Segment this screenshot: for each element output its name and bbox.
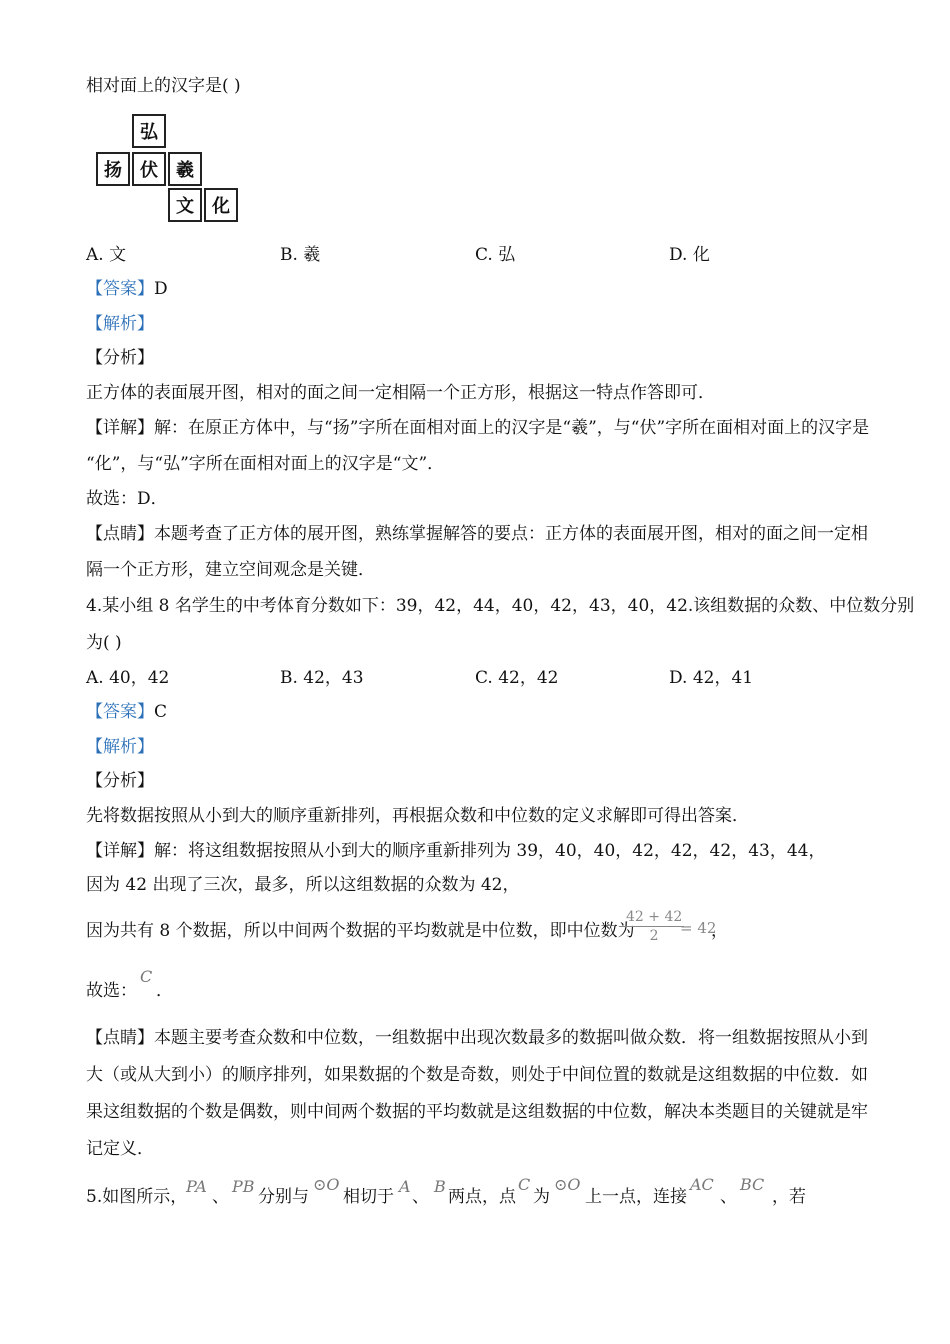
q4-detail-line3: 因为共有 8 个数据，所以中间两个数据的平均数就是中位数，即中位数为 [86, 921, 635, 941]
q3-choose: 故选：D． [86, 489, 168, 509]
q4-fenxi-label: 【分析】 [86, 771, 154, 791]
q4-detail-line1: 【详解】解：将这组数据按照从小到大的顺序重新排列为 39，40，40，42，42，42，43，44， [86, 841, 826, 861]
q4-detail-line3-end: ， [711, 921, 728, 941]
q4-option-d: D. 42，41 [669, 668, 754, 688]
net-cell-xi: 羲 [168, 152, 202, 186]
net-cell-top: 弘 [132, 114, 166, 148]
q4-dianjing-line3: 果这组数据的个数是偶数，则中间两个数据的平均数就是这组数据的中位数，解决本类题目的关键就是牢 [86, 1102, 868, 1122]
q5-math-b: B [434, 1177, 446, 1196]
q5-text-2: 、 [212, 1187, 229, 1207]
q4-option-c: C. 42，42 [475, 668, 559, 688]
net-cell-fu: 伏 [132, 152, 166, 186]
q3-jiexi-label: 【解析】 [86, 314, 154, 334]
q4-option-b: B. 42，43 [280, 668, 364, 688]
q5-text-1: 5.如图所示， [86, 1187, 188, 1207]
q5-math-pa: PA [186, 1177, 207, 1196]
net-cell-hua: 化 [204, 188, 238, 222]
q4-detail-line2: 因为 42 出现了三次，最多，所以这组数据的众数为 42， [86, 875, 520, 895]
q5-math-a: A [399, 1177, 411, 1196]
q5-math-ac: AC [690, 1175, 714, 1194]
net-cell-yang: 扬 [96, 152, 130, 186]
q5-text-3: 分别与 [258, 1187, 309, 1207]
cube-net-figure [96, 114, 246, 226]
q3-detail-line1: 【详解】解：在原正方体中，与“扬”字所在面相对面上的汉字是“羲”，与“伏”字所在面相对面上的汉字是 [86, 418, 870, 438]
q5-text-4: 相切于 [343, 1187, 394, 1207]
q5-math-bc: BC [740, 1175, 765, 1194]
q4-option-a: A. 40，42 [86, 668, 170, 688]
q4-answer: 【答案】C [86, 702, 168, 722]
q5-text-8: 上一点，连接 [585, 1187, 687, 1207]
q4-jiexi-label: 【解析】 [86, 737, 154, 757]
q4-dianjing-line2: 大（或从大到小）的顺序排列，如果数据的个数是奇数，则处于中间位置的数就是这组数据的中位数．如 [86, 1065, 868, 1085]
q3-dianjing-line2: 隔一个正方形，建立空间观念是关键． [86, 560, 375, 580]
q5-math-circle-o: ⊙O [313, 1175, 340, 1194]
q4-choose-end: ． [156, 981, 173, 1001]
q4-dianjing-line1: 【点睛】本题主要考查众数和中位数，一组数据中出现次数最多的数据叫做众数．将一组数据按照从小到 [86, 1028, 868, 1048]
q4-choose-var: C [140, 967, 153, 986]
median-fraction: $\frac{42 + 42}{2}$ [626, 909, 683, 944]
q5-text-7: 为 [533, 1187, 550, 1207]
q5-math-pb: PB [232, 1177, 255, 1196]
q3-answer: 【答案】D [86, 279, 168, 299]
q4-stem-line1: 4.某小组 8 名学生的中考体育分数如下：39，42，44，40，42，43，40，42.该组数据的众数、中位数分别 [86, 596, 915, 616]
q4-stem-line2: 为( ) [86, 633, 122, 653]
q4-choose: 故选： [86, 981, 137, 1001]
q5-text-10: ，若 [772, 1187, 806, 1207]
q3-fenxi-label: 【分析】 [86, 348, 154, 368]
q3-detail-line2: “化”，与“弘”字所在面相对面上的汉字是“文”． [86, 454, 445, 474]
median-equals: = 42 [680, 919, 717, 937]
q5-text-9: 、 [720, 1187, 737, 1207]
q3-option-d: D. 化 [669, 245, 710, 265]
q5-math-c: C [518, 1175, 531, 1194]
q4-fenxi-text: 先将数据按照从小到大的顺序重新排列，再根据众数和中位数的定义求解即可得出答案． [86, 806, 749, 826]
q4-dianjing-line4: 记定义． [86, 1139, 154, 1159]
q3-option-a: A. 文 [86, 245, 127, 265]
q5-math-circle-o-2: ⊙O [554, 1175, 581, 1194]
q3-option-b: B. 羲 [280, 245, 321, 265]
net-cell-wen: 文 [168, 188, 202, 222]
q3-dianjing-line1: 【点睛】本题考查了正方体的展开图，熟练掌握解答的要点：正方体的表面展开图，相对的面之间一定相 [86, 524, 868, 544]
q5-text-6: 两点，点 [448, 1187, 516, 1207]
q3-option-c: C. 弘 [475, 245, 516, 265]
q5-text-5: 、 [412, 1187, 429, 1207]
q3-stem-tail: 相对面上的汉字是( ) [86, 76, 241, 96]
q3-fenxi-text: 正方体的表面展开图，相对的面之间一定相隔一个正方形，根据这一特点作答即可． [86, 383, 715, 403]
